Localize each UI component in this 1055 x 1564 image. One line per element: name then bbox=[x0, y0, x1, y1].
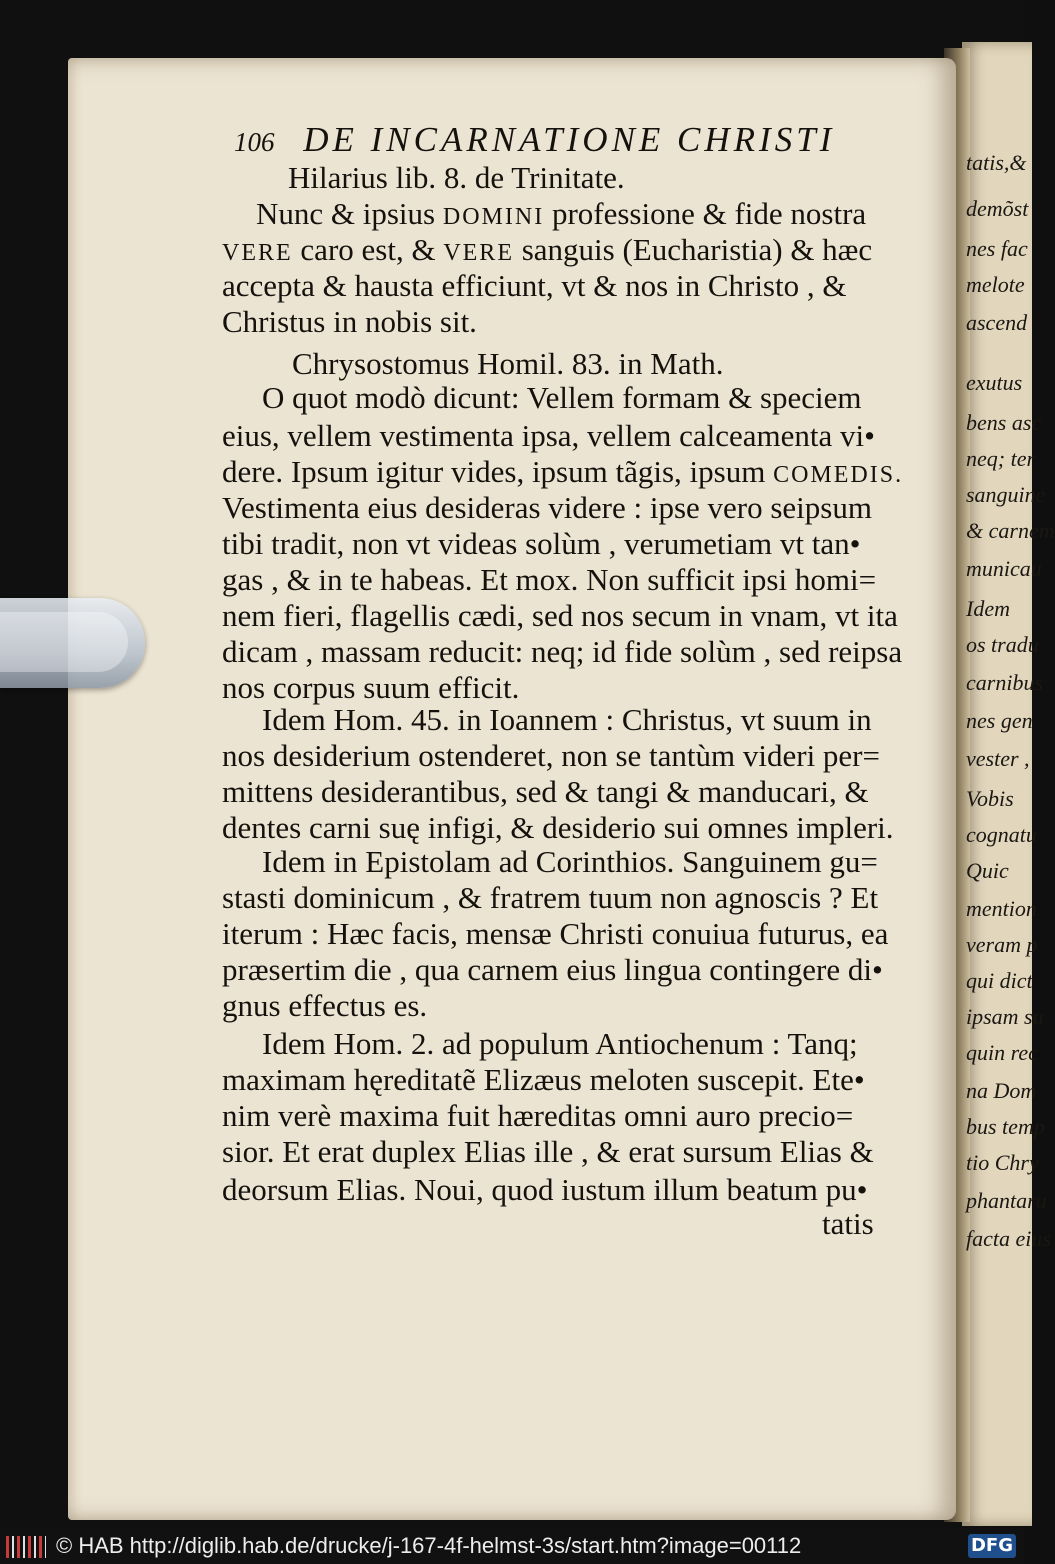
text-line bbox=[222, 736, 880, 776]
text-line bbox=[222, 266, 846, 306]
facing-page-line: na Dom bbox=[966, 1078, 1037, 1103]
text-segment: Idem Hom. 45. in Ioannem : Christus, vt suum in bbox=[262, 702, 872, 737]
viewer-footer bbox=[0, 1528, 1024, 1564]
facing-page-edge bbox=[962, 42, 1032, 1526]
text-segment: gas , & in te habeas. Et mox. Non sufficit ipsi homi= bbox=[222, 562, 877, 597]
small-caps-word: DOMINI bbox=[442, 204, 545, 230]
facing-page-line: carnibus bbox=[966, 670, 1043, 695]
small-caps-word: VERE bbox=[222, 240, 293, 266]
page-number: 106 bbox=[234, 127, 275, 157]
text-segment: professione & fide nostra bbox=[544, 196, 867, 231]
text-line bbox=[222, 302, 477, 342]
text-line bbox=[222, 560, 876, 600]
text-segment: tatis bbox=[822, 1206, 874, 1241]
facing-page-line: phantaru bbox=[966, 1188, 1047, 1213]
text-segment: maximam hęreditatẽ Elizæus meloten suscepit. Ete• bbox=[222, 1062, 865, 1097]
text-segment: gnus effectus es. bbox=[222, 988, 428, 1023]
text-segment: præsertim die , qua carnem eius lingua contingere di• bbox=[222, 952, 883, 987]
facing-page-line: vester , bbox=[966, 746, 1030, 771]
text-segment: nim verè maxima fuit hæreditas omni auro precio= bbox=[222, 1098, 854, 1133]
facing-page-line: Idem bbox=[966, 596, 1010, 621]
text-segment: Nunc & ipsius bbox=[256, 196, 443, 231]
text-segment: tibi tradit, non vt videas solùm , verumetiam vt tan• bbox=[222, 526, 861, 561]
text-line bbox=[222, 878, 878, 918]
text-line bbox=[222, 1132, 874, 1172]
text-segment: dere. Ipsum igitur vides, ipsum tãgis, ipsum bbox=[222, 454, 774, 489]
text-segment: Idem Hom. 2. ad populum Antiochenum : Tanq; bbox=[262, 1026, 858, 1061]
text-segment: nos desiderium ostenderet, non se tantùm videri per= bbox=[222, 738, 880, 773]
text-segment: O quot modò dicunt: Vellem formam & speciem bbox=[262, 380, 862, 415]
facing-page-line: tio Chry bbox=[966, 1150, 1039, 1175]
text-segment: Vestimenta eius desideras videre : ipse vero seipsum bbox=[222, 490, 872, 525]
text-segment: dicam , massam reducit: neq; id fide solùm , sed reipsa bbox=[222, 634, 903, 669]
text-line bbox=[222, 1170, 867, 1210]
facing-page-line: bens asc bbox=[966, 410, 1042, 435]
text-line bbox=[288, 158, 625, 198]
facing-page-line: melote bbox=[966, 272, 1025, 297]
facing-page-line: & carnem bbox=[966, 518, 1055, 543]
facing-page-line: sanguine bbox=[966, 482, 1046, 507]
facing-page-line: Quic bbox=[966, 858, 1009, 883]
facing-page-line: Vobis bbox=[966, 786, 1014, 811]
copyright-url: © HAB http://diglib.hab.de/drucke/j-167-4f-helmst-3s/start.htm?image=00112 bbox=[56, 1533, 802, 1558]
text-segment: dentes carni suę infigi, & desiderio sui omnes impleri. bbox=[222, 810, 894, 845]
text-segment: accepta & hausta efficiunt, vt & nos in Christo , & bbox=[222, 268, 847, 303]
facing-page-line: demõst bbox=[966, 196, 1029, 221]
text-line bbox=[222, 1096, 853, 1136]
text-line bbox=[222, 1060, 865, 1100]
facing-page-line: ipsam su bbox=[966, 1004, 1044, 1029]
small-caps-word: VERE bbox=[443, 240, 514, 266]
facing-page-line: quin rec bbox=[966, 1040, 1038, 1065]
facing-page-line: qui dict bbox=[966, 968, 1033, 993]
text-line bbox=[222, 950, 883, 990]
text-line bbox=[222, 772, 869, 812]
facing-page-line: municau bbox=[966, 556, 1042, 581]
facing-page-line: bus temp bbox=[966, 1114, 1045, 1139]
text-segment: sanguis (Eucharistia) & hæc bbox=[513, 232, 873, 267]
library-barcode-icon bbox=[6, 1536, 46, 1558]
text-line bbox=[222, 986, 427, 1026]
text-segment: mittens desiderantibus, sed & tangi & manducari, & bbox=[222, 774, 869, 809]
dfg-logo: DFG bbox=[968, 1534, 1016, 1558]
text-segment: stasti dominicum , & fratrem tuum non agnoscis ? Et bbox=[222, 880, 879, 915]
page-clamp-highlight bbox=[0, 612, 128, 672]
text-line bbox=[222, 416, 875, 456]
text-segment: Hilarius lib. 8. de Trinitate. bbox=[288, 160, 625, 195]
text-line bbox=[822, 1204, 874, 1244]
text-segment: Christus in nobis sit. bbox=[222, 304, 477, 339]
facing-page-line: facta eius bbox=[966, 1226, 1051, 1251]
small-caps-word: COMEDIS. bbox=[773, 462, 904, 488]
text-segment: sior. Et erat duplex Elias ille , & erat sursum Elias & bbox=[222, 1134, 874, 1169]
text-line bbox=[262, 842, 878, 882]
facing-page-line: os tradu bbox=[966, 632, 1039, 657]
text-segment: caro est, & bbox=[292, 232, 444, 267]
facing-page-line: exutus bbox=[966, 370, 1023, 395]
text-segment: deorsum Elias. Noui, quod iustum illum beatum pu• bbox=[222, 1172, 868, 1207]
facing-page-line: nes fac bbox=[966, 236, 1028, 261]
text-segment: iterum : Hæc facis, mensæ Christi conuiua futurus, ea bbox=[222, 916, 889, 951]
facing-page-line: tatis,& bbox=[966, 150, 1027, 175]
facing-page-line: mention bbox=[966, 896, 1037, 921]
facing-page-line: ascend bbox=[966, 310, 1028, 335]
running-title: DE INCARNATIONE CHRISTI bbox=[303, 120, 836, 159]
text-line bbox=[222, 488, 872, 528]
text-segment: Chrysostomus Homil. 83. in Math. bbox=[292, 346, 724, 381]
facing-page-line: veram p bbox=[966, 932, 1038, 957]
text-line bbox=[262, 1024, 858, 1064]
text-line bbox=[262, 378, 862, 418]
text-line bbox=[262, 700, 872, 740]
running-header bbox=[234, 120, 835, 160]
facing-page-line: neq; ter bbox=[966, 446, 1036, 471]
text-segment: Idem in Epistolam ad Corinthios. Sanguinem gu= bbox=[262, 844, 878, 879]
text-line bbox=[222, 596, 898, 636]
text-segment: nem fieri, flagellis cædi, sed nos secum in vnam, vt ita bbox=[222, 598, 898, 633]
text-segment: nos corpus suum efficit. bbox=[222, 670, 520, 705]
text-line bbox=[222, 524, 861, 564]
text-line bbox=[222, 914, 888, 954]
facing-page-line: nes gen bbox=[966, 708, 1033, 733]
text-segment: eius, vellem vestimenta ipsa, vellem calceamenta vi• bbox=[222, 418, 875, 453]
text-line bbox=[222, 632, 902, 672]
facing-page-line: cognatu bbox=[966, 822, 1037, 847]
